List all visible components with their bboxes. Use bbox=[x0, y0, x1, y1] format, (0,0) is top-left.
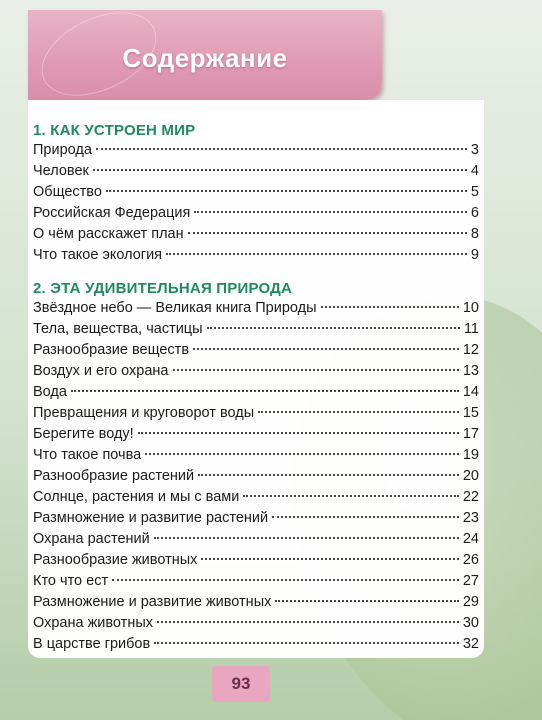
toc-entry-page: 14 bbox=[462, 384, 479, 400]
toc-entry[interactable] bbox=[33, 426, 479, 446]
toc-entry-title: Российская Федерация bbox=[33, 205, 191, 221]
toc-entry[interactable] bbox=[33, 226, 479, 246]
toc-entry-page: 24 bbox=[462, 531, 479, 547]
toc-entry-page: 19 bbox=[462, 447, 479, 463]
dot-leader bbox=[207, 327, 460, 329]
toc-entry[interactable] bbox=[33, 205, 479, 225]
toc-entry-title: Что такое экология bbox=[33, 247, 163, 263]
toc-entry[interactable] bbox=[33, 552, 479, 572]
toc-entry[interactable] bbox=[33, 531, 479, 551]
dot-leader bbox=[243, 495, 459, 497]
toc-entry-page: 5 bbox=[470, 184, 479, 200]
dot-leader bbox=[157, 621, 459, 623]
toc-entry-title: Разнообразие растений bbox=[33, 468, 195, 484]
toc-entry-page: 8 bbox=[470, 226, 479, 242]
toc-entry-title: Охрана растений bbox=[33, 531, 150, 547]
toc-entry-page: 6 bbox=[470, 205, 479, 221]
toc-entry[interactable] bbox=[33, 615, 479, 635]
dot-leader bbox=[71, 390, 459, 392]
toc-entry[interactable] bbox=[33, 163, 479, 183]
toc-entry-title: Тела, вещества, частицы bbox=[33, 321, 203, 337]
dot-leader bbox=[96, 148, 467, 150]
toc-entry-page: 20 bbox=[462, 468, 479, 484]
toc-entry-title: Размножение и развитие животных bbox=[33, 594, 272, 610]
toc-entry-page: 15 bbox=[462, 405, 479, 421]
toc-entry-title: Человек bbox=[33, 163, 89, 179]
contents-card bbox=[28, 100, 484, 658]
toc-entry-page: 22 bbox=[462, 489, 479, 505]
toc-entry[interactable] bbox=[33, 636, 479, 656]
toc-entry-page: 11 bbox=[463, 321, 479, 337]
toc-entry-title: Охрана животных bbox=[33, 615, 154, 631]
toc-entry-title: Берегите воду! bbox=[33, 426, 134, 442]
dot-leader bbox=[198, 474, 459, 476]
dot-leader bbox=[194, 211, 467, 213]
dot-leader bbox=[138, 432, 459, 434]
toc-entry-title: Разнообразие животных bbox=[33, 552, 198, 568]
toc-entry[interactable] bbox=[33, 363, 479, 383]
toc-entry-title: Природа bbox=[33, 142, 92, 158]
toc-entry-title: Воздух и его охрана bbox=[33, 363, 169, 379]
dot-leader bbox=[193, 348, 459, 350]
toc-entry[interactable] bbox=[33, 405, 479, 425]
toc-entry-title: Размножение и развитие растений bbox=[33, 510, 269, 526]
toc-entry[interactable] bbox=[33, 184, 479, 204]
toc-entry-page: 17 bbox=[462, 426, 479, 442]
dot-leader bbox=[275, 600, 458, 602]
toc-entry[interactable] bbox=[33, 321, 479, 341]
toc-entry[interactable] bbox=[33, 489, 479, 509]
toc-entry[interactable] bbox=[33, 247, 479, 267]
toc-entry-page: 29 bbox=[462, 594, 479, 610]
toc-entry-page: 27 bbox=[462, 573, 479, 589]
toc-entry-page: 3 bbox=[470, 142, 479, 158]
toc-entry-title: О чём расскажет план bbox=[33, 226, 184, 242]
dot-leader bbox=[93, 169, 467, 171]
toc-entry-title: Общество bbox=[33, 184, 102, 200]
dot-leader bbox=[173, 369, 459, 371]
toc-entry-title: Вода bbox=[33, 384, 67, 400]
toc-entry[interactable] bbox=[33, 447, 479, 467]
toc-entry-page: 30 bbox=[462, 615, 479, 631]
dot-leader bbox=[154, 642, 459, 644]
toc-entry-title: В царстве грибов bbox=[33, 636, 151, 652]
toc-entry-page: 12 bbox=[462, 342, 479, 358]
page-number: 93 bbox=[231, 674, 251, 693]
toc-entry[interactable] bbox=[33, 300, 479, 320]
toc-entry-page: 13 bbox=[462, 363, 479, 379]
dot-leader bbox=[166, 253, 467, 255]
toc-entry-page: 4 bbox=[470, 163, 479, 179]
dot-leader bbox=[272, 516, 459, 518]
toc-entry[interactable] bbox=[33, 142, 479, 162]
toc-entry-title: Солнце, растения и мы с вами bbox=[33, 489, 240, 505]
dot-leader bbox=[201, 558, 458, 560]
toc-entry-title: Что такое почва bbox=[33, 447, 142, 463]
toc-entry[interactable] bbox=[33, 342, 479, 362]
title-banner bbox=[28, 10, 382, 100]
toc-entry[interactable] bbox=[33, 468, 479, 488]
toc-entry[interactable] bbox=[33, 384, 479, 404]
toc-entry-page: 10 bbox=[462, 300, 479, 316]
toc-entry-page: 9 bbox=[470, 247, 479, 263]
dot-leader bbox=[321, 306, 459, 308]
dot-leader bbox=[258, 411, 459, 413]
dot-leader bbox=[188, 232, 467, 234]
toc-entry-title: Разнообразие веществ bbox=[33, 342, 190, 358]
toc-entry-title: Превращения и круговорот воды bbox=[33, 405, 255, 421]
page-number-badge bbox=[212, 666, 270, 702]
dot-leader bbox=[112, 579, 459, 581]
toc-entry-page: 23 bbox=[462, 510, 479, 526]
dot-leader bbox=[145, 453, 459, 455]
section-heading-2: 2. ЭТА УДИВИТЕЛЬНАЯ ПРИРОДА bbox=[33, 280, 293, 297]
page-title: Содержание bbox=[122, 43, 288, 73]
toc-entry-page: 26 bbox=[462, 552, 479, 568]
toc-entry-title: Звёздное небо — Великая книга Природы bbox=[33, 300, 317, 316]
dot-leader bbox=[154, 537, 459, 539]
section-heading-1: 1. КАК УСТРОЕН МИР bbox=[33, 122, 196, 139]
toc-entry-page: 32 bbox=[462, 636, 479, 652]
toc-entry-title: Кто что ест bbox=[33, 573, 109, 589]
toc-entry[interactable] bbox=[33, 573, 479, 593]
toc-entry[interactable] bbox=[33, 594, 479, 614]
dot-leader bbox=[106, 190, 467, 192]
toc-entry[interactable] bbox=[33, 510, 479, 530]
